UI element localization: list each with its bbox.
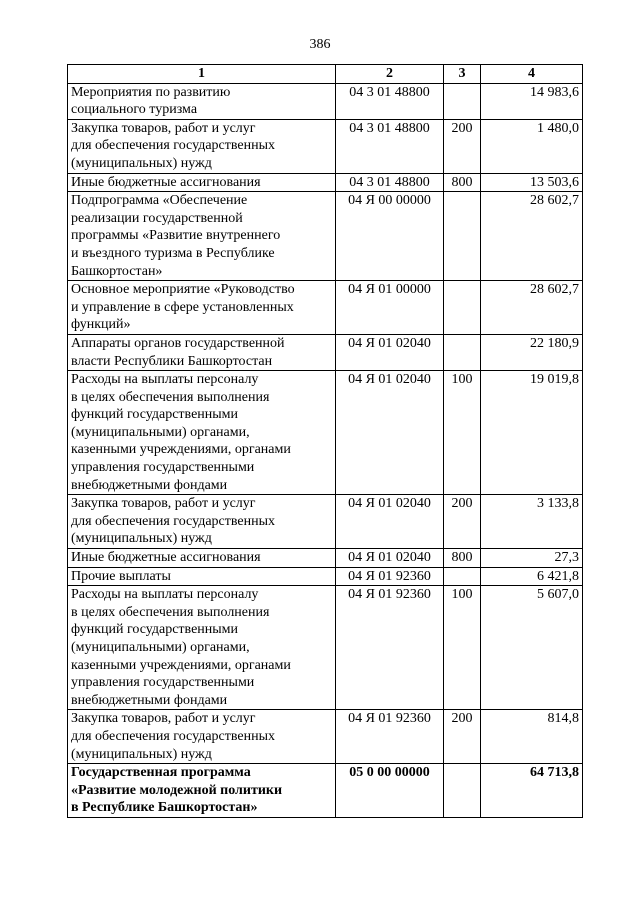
row-name-cell: Закупка товаров, работ и услуг для обеспечения государственных (муниципальных) нужд <box>68 495 336 549</box>
row-code-cell: 04 3 01 48800 <box>336 119 444 173</box>
row-amount-cell: 14 983,6 <box>481 83 583 119</box>
table-row <box>68 586 583 710</box>
table-row <box>68 334 583 370</box>
table-body <box>68 83 583 817</box>
row-code-cell: 04 Я 01 92360 <box>336 710 444 764</box>
row-type-cell <box>444 83 481 119</box>
row-code-cell: 05 0 00 00000 <box>336 764 444 818</box>
row-name-cell: Иные бюджетные ассигнования <box>68 173 336 192</box>
table-row <box>68 710 583 764</box>
row-name-cell: Иные бюджетные ассигнования <box>68 549 336 568</box>
row-name-cell: Государственная программа «Развитие молодежной политики в Республике Башкортостан» <box>68 764 336 818</box>
row-name-cell: Мероприятия по развитию социального туризма <box>68 83 336 119</box>
table-row <box>68 192 583 281</box>
row-code-cell: 04 Я 01 02040 <box>336 495 444 549</box>
row-type-cell: 100 <box>444 586 481 710</box>
row-code-cell: 04 Я 01 02040 <box>336 549 444 568</box>
row-name-cell: Основное мероприятие «Руководство и управление в сфере установленных функций» <box>68 281 336 335</box>
table-row <box>68 764 583 818</box>
table-row <box>68 119 583 173</box>
row-amount-cell: 814,8 <box>481 710 583 764</box>
row-amount-cell: 28 602,7 <box>481 281 583 335</box>
header-col-1: 1 <box>68 65 336 84</box>
row-amount-cell: 27,3 <box>481 549 583 568</box>
header-col-4: 4 <box>481 65 583 84</box>
table-row <box>68 567 583 586</box>
row-code-cell: 04 Я 01 92360 <box>336 586 444 710</box>
row-amount-cell: 3 133,8 <box>481 495 583 549</box>
row-type-cell <box>444 281 481 335</box>
row-name-cell: Расходы на выплаты персоналу в целях обеспечения выполнения функций государственными (муниципальными) органами, казенными учреждениями, органами управления государственными внебюджетными фондами <box>68 586 336 710</box>
row-amount-cell: 5 607,0 <box>481 586 583 710</box>
row-name-cell: Прочие выплаты <box>68 567 336 586</box>
row-amount-cell: 6 421,8 <box>481 567 583 586</box>
row-amount-cell: 1 480,0 <box>481 119 583 173</box>
header-col-3: 3 <box>444 65 481 84</box>
row-name-cell: Расходы на выплаты персоналу в целях обеспечения выполнения функций государственными (муниципальными) органами, казенными учреждениями, органами управления государственными внебюджетными фондами <box>68 371 336 495</box>
row-code-cell: 04 3 01 48800 <box>336 83 444 119</box>
row-code-cell: 04 Я 01 92360 <box>336 567 444 586</box>
row-type-cell: 200 <box>444 495 481 549</box>
row-code-cell: 04 Я 01 00000 <box>336 281 444 335</box>
table-header-row <box>68 65 583 84</box>
row-name-cell: Аппараты органов государственной власти Республики Башкортостан <box>68 334 336 370</box>
row-type-cell <box>444 764 481 818</box>
row-type-cell: 800 <box>444 549 481 568</box>
row-code-cell: 04 Я 00 00000 <box>336 192 444 281</box>
row-amount-cell: 19 019,8 <box>481 371 583 495</box>
row-amount-cell: 13 503,6 <box>481 173 583 192</box>
table-row <box>68 371 583 495</box>
row-name-cell: Подпрограмма «Обеспечение реализации государственной программы «Развитие внутреннего и въездного туризма в Республике Башкортостан» <box>68 192 336 281</box>
row-amount-cell: 28 602,7 <box>481 192 583 281</box>
table-row <box>68 173 583 192</box>
header-col-2: 2 <box>336 65 444 84</box>
row-type-cell: 200 <box>444 119 481 173</box>
budget-table <box>67 64 583 818</box>
row-name-cell: Закупка товаров, работ и услуг для обеспечения государственных (муниципальных) нужд <box>68 119 336 173</box>
row-type-cell <box>444 192 481 281</box>
row-code-cell: 04 Я 01 02040 <box>336 371 444 495</box>
row-code-cell: 04 3 01 48800 <box>336 173 444 192</box>
table-row <box>68 495 583 549</box>
row-code-cell: 04 Я 01 02040 <box>336 334 444 370</box>
row-amount-cell: 64 713,8 <box>481 764 583 818</box>
row-type-cell: 200 <box>444 710 481 764</box>
row-type-cell: 100 <box>444 371 481 495</box>
table-row <box>68 83 583 119</box>
row-name-cell: Закупка товаров, работ и услуг для обеспечения государственных (муниципальных) нужд <box>68 710 336 764</box>
table-row <box>68 281 583 335</box>
row-amount-cell: 22 180,9 <box>481 334 583 370</box>
page-number: 386 <box>309 37 331 52</box>
row-type-cell <box>444 334 481 370</box>
table-row <box>68 549 583 568</box>
row-type-cell: 800 <box>444 173 481 192</box>
row-type-cell <box>444 567 481 586</box>
